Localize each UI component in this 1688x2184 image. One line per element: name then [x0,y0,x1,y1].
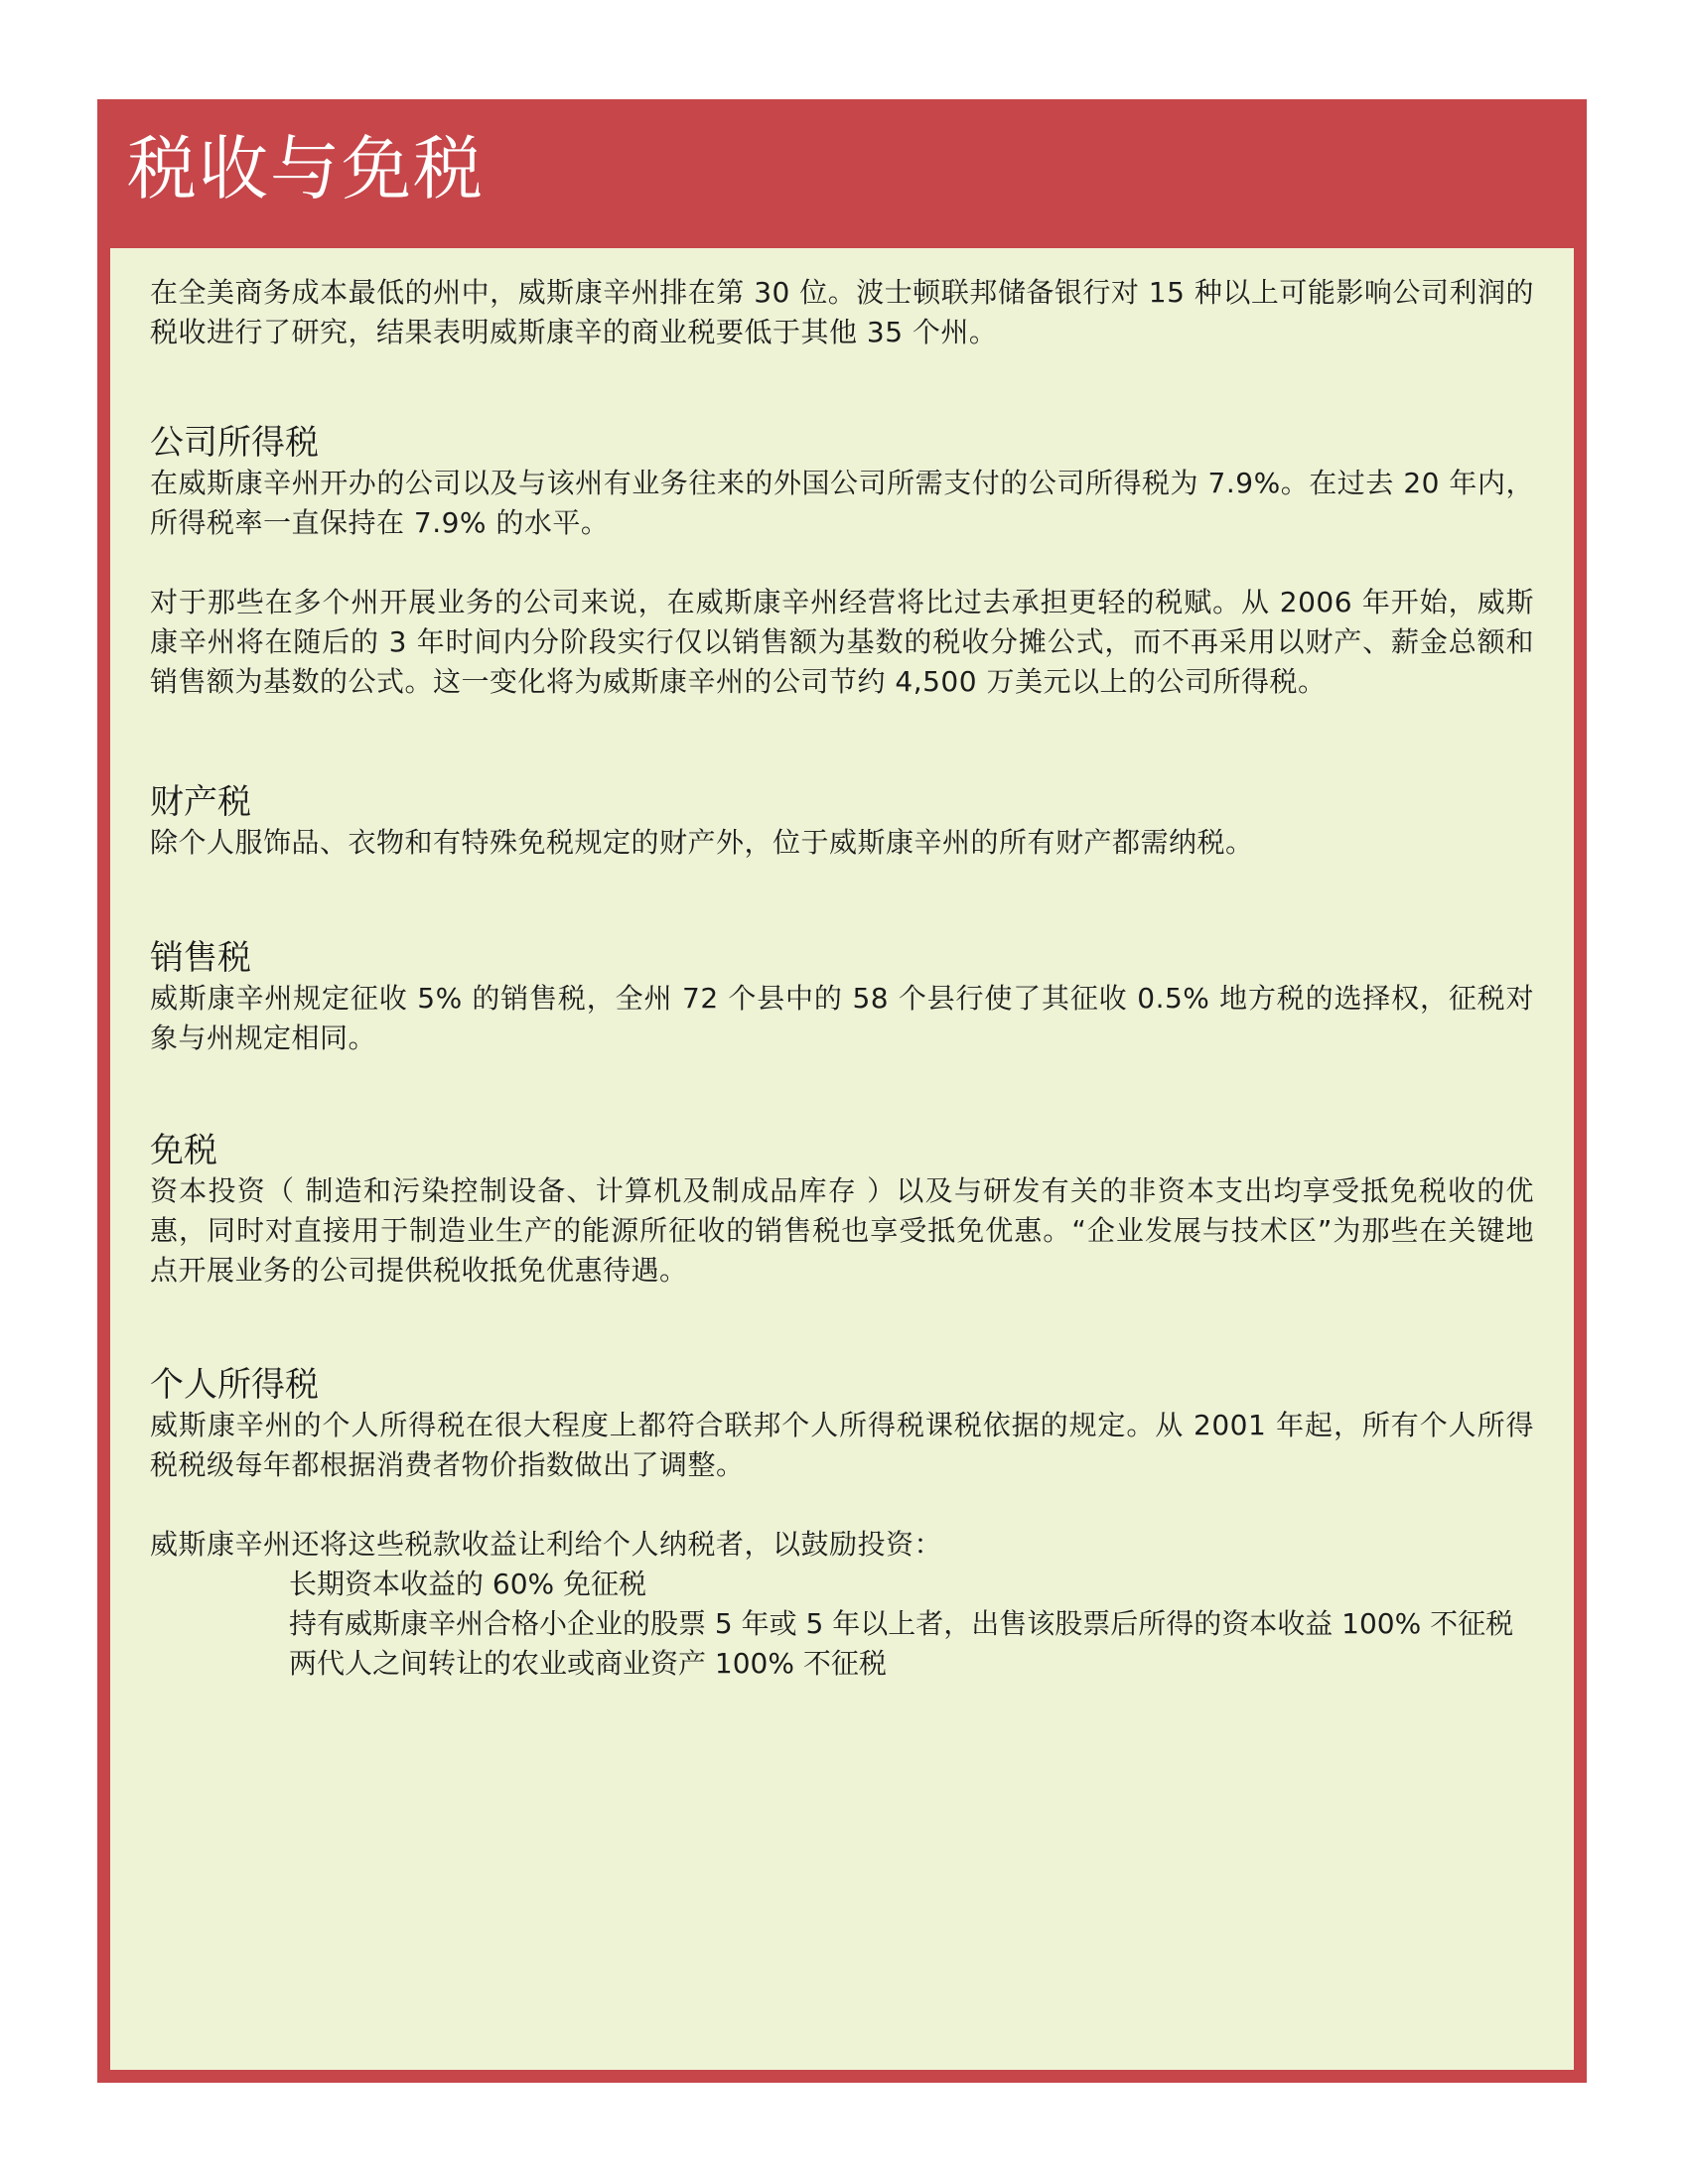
intro-paragraph: 在全美商务成本最低的州中，威斯康辛州排在第 30 位。波士顿联邦储备银行对 15 种以上可能影响公司利润的税收进行了研究，结果表明威斯康辛的商业税要低于其他 35 个州。 [150,276,1534,348]
spacer [150,1058,1534,1130]
spacer [150,1485,1534,1525]
property-tax-paragraph: 除个人服饰品、衣物和有特殊免税规定的财产外，位于威斯康辛州的所有财产都需纳税。 [150,826,1254,859]
corporate-tax-paragraph-1: 在威斯康辛州开办的公司以及与该州有业务往来的外国公司所需支付的公司所得税为 7.9%。在过去 20 年内，所得税率一直保持在 7.9% 的水平。 [150,467,1534,539]
personal-tax-incentive-list [150,1565,1534,1684]
corporate-tax-paragraph-2: 对于那些在多个州开展业务的公司来说，在威斯康辛州经营将比过去承担更轻的税赋。从 2006 年开始，威斯康辛州将在随后的 3 年时间内分阶段实行仅以销售额为基数的税收分摊公式，而不再采用以财产、薪金总额和销售额为基数的公式。这一变化将为威斯康辛州的公司节约 4,500 万美元以上的公司所得税。 [150,586,1534,698]
content-panel [110,248,1574,2070]
section-heading-exemptions: 免税 [150,1131,217,1170]
list-item: 持有威斯康辛州合格小企业的股票 5 年或 5 年以上者，出售该股票后所得的资本收益 100% 不征税 [289,1607,1514,1640]
exemptions-paragraph: 资本投资（ 制造和污染控制设备、计算机及制成品库存 ）以及与研发有关的非资本支出均享受抵免税收的优惠，同时对直接用于制造业生产的能源所征收的销售税也享受抵免优惠。“企业发展与技术区”为那些在关键地点开展业务的公司提供税收抵免优惠待遇。 [150,1174,1534,1287]
section-heading-corporate-income-tax: 公司所得税 [150,423,319,463]
spacer [150,543,1534,583]
list-item: 长期资本收益的 60% 免征税 [289,1568,647,1600]
personal-tax-paragraph-2: 威斯康辛州还将这些税款收益让利给个人纳税者，以鼓励投资： [150,1528,943,1561]
spacer [150,863,1534,937]
spacer [150,1291,1534,1364]
spacer [150,702,1534,781]
sales-tax-paragraph: 威斯康辛州规定征收 5% 的销售税，全州 72 个县中的 58 个县行使了其征收 0.5% 地方税的选择权，征税对象与州规定相同。 [150,982,1534,1054]
page-title: 税收与免税 [127,128,485,209]
title-frame [97,99,1587,2083]
list-item: 两代人之间转让的农业或商业资产 100% 不征税 [289,1647,887,1680]
personal-tax-paragraph-1: 威斯康辛州的个人所得税在很大程度上都符合联邦个人所得税课税依据的规定。从 2001 年起，所有个人所得税税级每年都根据消费者物价指数做出了调整。 [150,1409,1534,1481]
spacer [150,352,1534,422]
section-heading-personal-income-tax: 个人所得税 [150,1365,319,1405]
section-heading-sales-tax: 销售税 [150,938,251,978]
section-heading-property-tax: 财产税 [150,782,251,822]
